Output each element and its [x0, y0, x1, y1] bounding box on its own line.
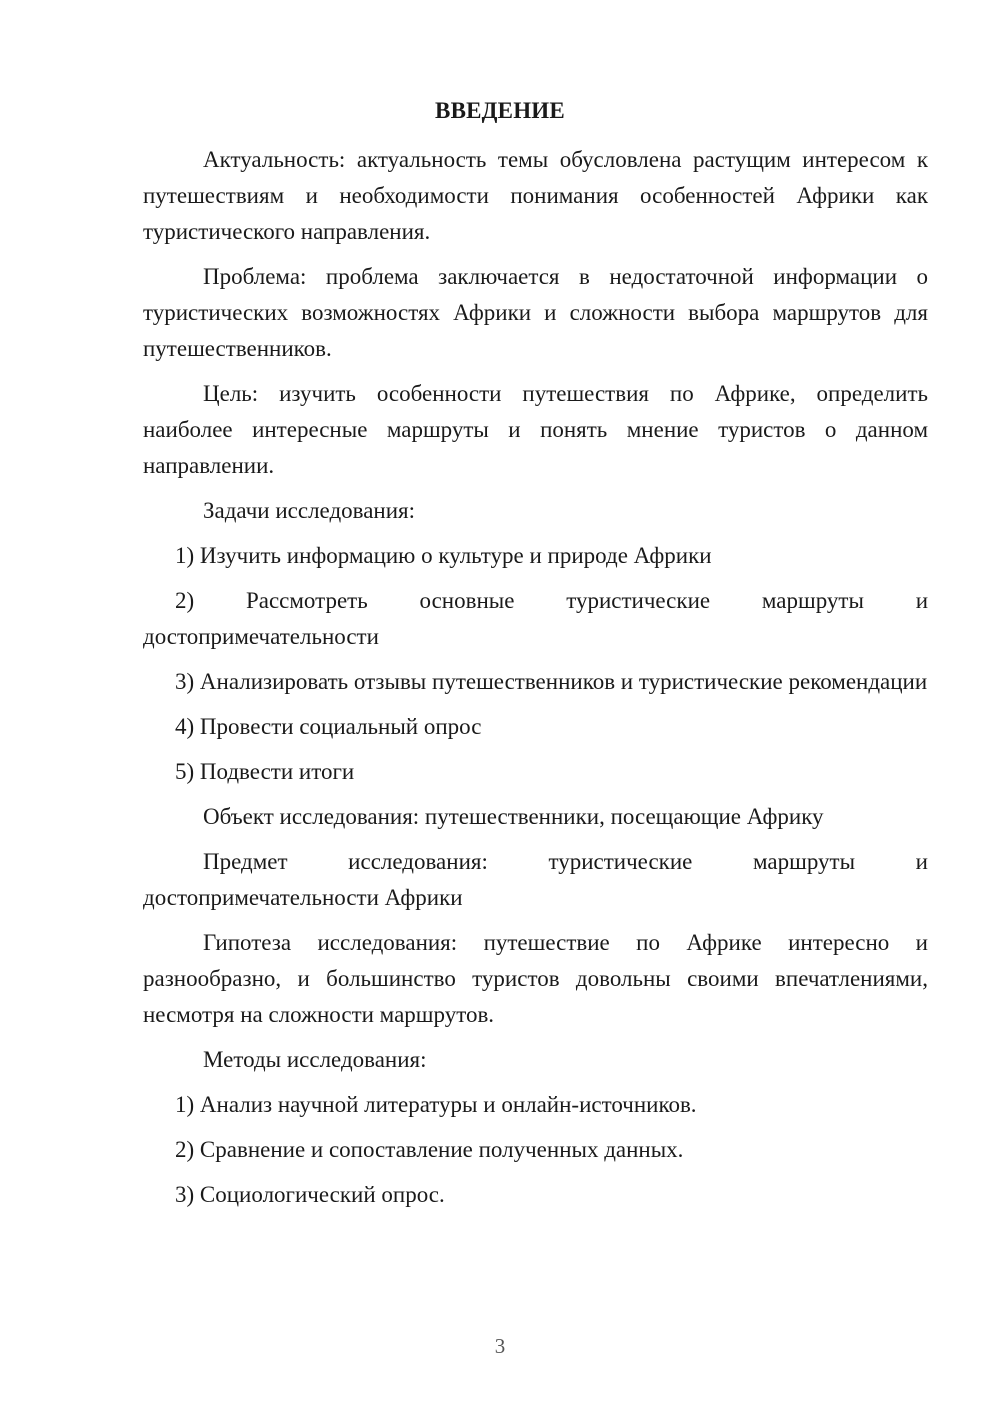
- task-item-1: 1) Изучить информацию о культуре и природе Африки: [175, 543, 712, 568]
- methods-heading: Методы исследования:: [203, 1047, 427, 1072]
- relevance-paragraph: Актуальность: актуальность темы обусловлена растущим интересом к путешествиям и необходимости понимания особенностей Африки как туристического направления.: [143, 147, 928, 244]
- page-title: ВВЕДЕНИЕ: [435, 98, 565, 123]
- problem-paragraph: Проблема: проблема заключается в недостаточной информации о туристических возможностях Африки и сложности выбора маршрутов для путешественников.: [143, 264, 928, 361]
- task-item-3: 3) Анализировать отзывы путешественников и туристические рекомендации: [175, 669, 928, 694]
- task-item-5: 5) Подвести итоги: [175, 759, 355, 784]
- document-body: [143, 142, 928, 1222]
- task-item-4: 4) Провести социальный опрос: [175, 714, 482, 739]
- task-item-2: 2) Рассмотреть основные туристические маршруты и достопримечательности: [143, 588, 928, 649]
- hypothesis-paragraph: Гипотеза исследования: путешествие по Африке интересно и разнообразно, и большинство туристов довольны своими впечатлениями, несмотря на сложности маршрутов.: [143, 930, 928, 1027]
- method-item-1: 1) Анализ научной литературы и онлайн-источников.: [175, 1092, 697, 1117]
- method-item-2: 2) Сравнение и сопоставление полученных данных.: [175, 1137, 684, 1162]
- tasks-heading: Задачи исследования:: [203, 498, 416, 523]
- subject-paragraph: Предмет исследования: туристические маршруты и достопримечательности Африки: [143, 849, 928, 910]
- page-number: 3: [494, 1334, 506, 1358]
- object-paragraph: Объект исследования: путешественники, посещающие Африку: [203, 804, 824, 829]
- method-item-3: 3) Социологический опрос.: [175, 1182, 445, 1207]
- goal-paragraph: Цель: изучить особенности путешествия по Африке, определить наиболее интересные маршруты и понять мнение туристов о данном направлении.: [143, 381, 928, 478]
